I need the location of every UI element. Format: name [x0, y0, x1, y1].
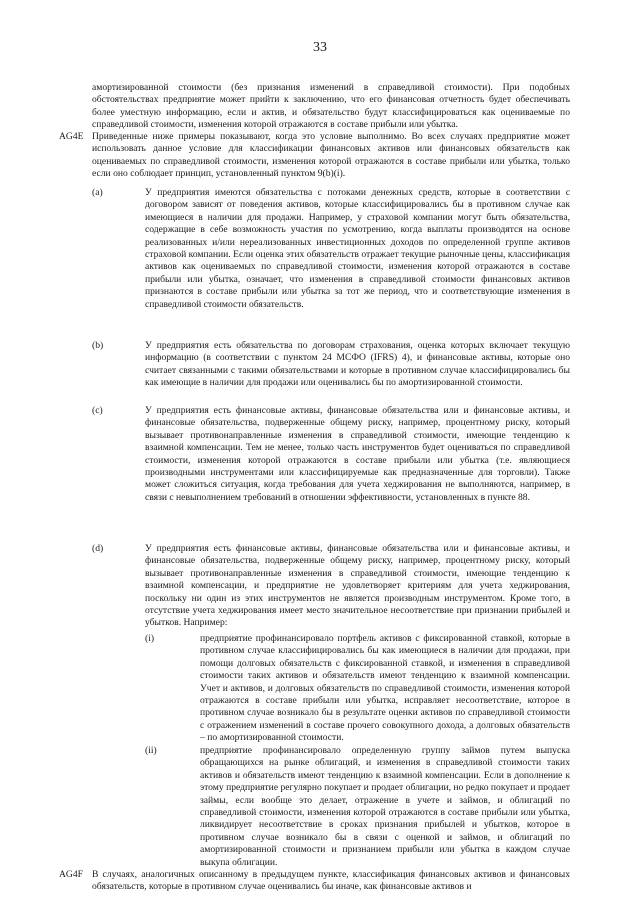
item-label-b: (b)	[92, 340, 104, 351]
item-label-c: (c)	[92, 405, 103, 416]
section-label-ag4f: AG4F	[59, 869, 83, 880]
item-text-d: У предприятия есть финансовые активы, финансовые обязательства или и финансовые активы, и финансовые обязательства, подверженные общему риску, например, процентному риску, который вызывает противонаправленные изменения в справедливой стоимости, имеющие тенденцию к взаимной компенсации, и предприятие не удовлетворяет критериям для учета хеджирования, поскольку ни один из этих инструментов не является производным инструментом. Кроме того, в отсутствие учета хеджирования имеет место значительное несоответствие при признании прибылей и убытков. Например:	[145, 543, 570, 629]
item-text-c: У предприятия есть финансовые активы, финансовые обязательства или и финансовые активы, и финансовые обязательства, подверженные общему риску, например, процентному риску, который вызывает противонаправленные изменения в справедливой стоимости, имеющие тенденцию к взаимной компенсации. Тем не менее, только часть инструментов будет оцениваться по справедливой стоимости, изменения которой отражаются в составе прибыли или убытка (т.е. являющиеся производными инструментами или классифицируемые как предназначенные для торговли). Также может сложиться ситуация, когда требования для учета хеджирования не выполняются, например, в связи с невыполнением требований в отношении эффективности, установленных в пункте 88.	[145, 405, 570, 503]
item-label-d: (d)	[92, 543, 104, 554]
subitem-label-ii: (ii)	[145, 745, 157, 756]
subitem-label-i: (i)	[145, 633, 155, 644]
section-label-ag4e: AG4E	[59, 131, 84, 142]
page-number: 33	[313, 40, 327, 55]
item-label-a: (a)	[92, 187, 103, 198]
intro-continuation: амортизированной стоимости (без признания изменений в справедливой стоимости). При подобных обстоятельствах предприятие может прийти к заключению, что его финансовая отчетность будет обеспечивать более уместную информацию, если и актив, и обязательство будут классифицироваться как оцениваемые по справедливой стоимости, изменения которой отражаются в составе прибыли или убытка.	[92, 82, 570, 131]
subitem-text-ii: предприятие профинансировало определенную группу займов путем выпуска обращающихся на рынке облигаций, и изменения в справедливой стоимости таких активов и обязательств имеют тенденцию к взаимной компенсации. Если в дополнение к этому предприятие регулярно покупает и продает облигации, но редко покупает и продает займы, если вообще это делает, отражение в учете и займов, и облигаций по справедливой стоимости, изменения которой отражаются в составе прибыли или убытка, ликвидирует несоответствие в сроках признания прибылей и убытков, которое в противном случае возникало бы в связи с оценкой и займов, и облигаций по амортизированной стоимости и признанием прибыли или убытка в каждом случае выкупа облигации.	[200, 745, 570, 868]
item-text-b: У предприятия есть обязательства по договорам страхования, оценка которых включает текущую информацию (в соответствии с пунктом 24 МСФО (IFRS) 4), и финансовые активы, которые оно считает связанными с такими обязательствами и которые в противном случае классифицировались бы как имеющие в наличии для продажи или оценивались бы по амортизированной стоимости.	[145, 340, 570, 389]
item-text-a: У предприятия имеются обязательства с потоками денежных средств, которые в соответствии с договором зависят от поведения активов, которые классифицировались бы в противном случае как имеющиеся в наличии для продажи. Например, у страховой компании могут быть обязательства, содержащие в себе возможность участия по усмотрению, когда выплаты производятся на основе реализованных и/или нереализованных инвестиционных доходов по определенной группе активов страховой компании. Если оценка этих обязательств отражает текущие рыночные цены, классификация активов как оцениваемых по справедливой стоимости, изменения которой отражаются в составе прибыли или убытка, означает, что изменения в справедливой стоимости финансовых активов признаются в составе прибыли или убытка за тот же период, что и соответствующие изменения в справедливой стоимости обязательств.	[145, 187, 570, 310]
subitem-text-i: предприятие профинансировало портфель активов с фиксированной ставкой, которые в противном случае классифицировались бы как имеющиеся в наличии для продажи, при помощи долговых обязательств с фиксированной ставкой, и изменения в справедливой стоимости таких активов и обязательств имеют тенденцию к взаимной компенсации. Учет и активов, и долговых обязательств по справедливой стоимости, изменения которой отражаются в составе прибыли или убытка, исправляет несоответствие, которое в противном случае возникало бы в результате оценки активов по справедливой стоимости с отражением изменений в составе прочего совокупного дохода, а долговых обязательств – по амортизированной стоимости.	[200, 633, 570, 744]
section-text-ag4f: В случаях, аналогичных описанному в предыдущем пункте, классификация финансовых активов и финансовых обязательств, которые в противном случае оценивались бы иначе, как финансовые активов и	[92, 869, 570, 893]
section-text-ag4e: Приведенные ниже примеры показывают, когда это условие выполнимо. Во всех случаях предприятие может использовать данное условие для классификации финансовых активов или финансовых обязательств как оцениваемых по справедливой стоимости, изменения которой отражаются в составе прибыли или убытка, только если оно соблюдает принцип, установленный пунктом 9(b)(i).	[92, 131, 570, 180]
